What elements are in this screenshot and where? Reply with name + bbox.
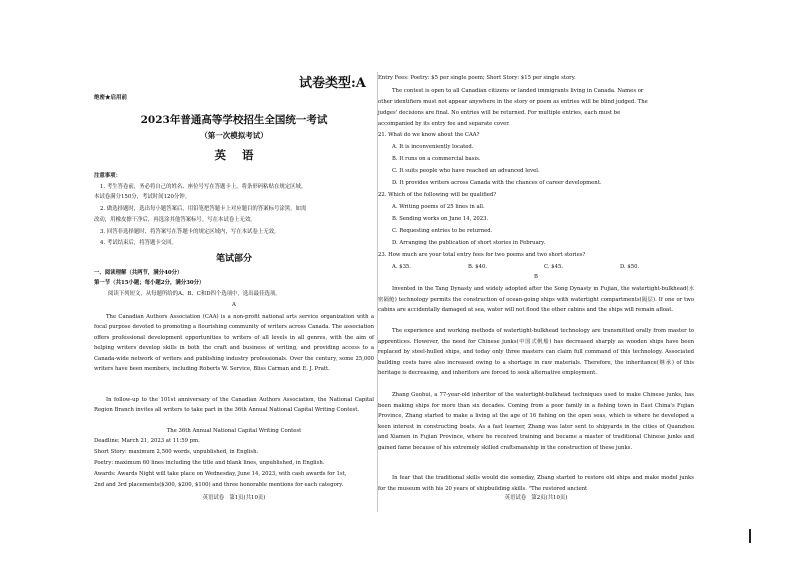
q21-option-b: B. It runs on a commercial basis. — [392, 156, 481, 162]
passage-a-label: A — [232, 302, 236, 308]
secret-label: 绝密★启用前 — [94, 95, 128, 101]
q22-option-d: D. Arranging the publication of short stories in February. — [392, 240, 546, 246]
note-line-4: 改动，用橡皮擦干净后，再选涂其他答案标号。写在本试卷上无效。 — [94, 217, 256, 223]
q23-option-b: B. $40. — [468, 264, 488, 270]
q21-option-a: A. It is inconveniently located. — [392, 144, 474, 150]
q22-option-b: B. Sending works on June 14, 2023. — [392, 216, 489, 222]
passage-b-label: B — [534, 274, 538, 280]
q23-option-d: D. $50. — [620, 264, 640, 270]
contest-rules-line-2: other identifiers must not appear anywhere in the story or poem as entries will be blind judged. The — [378, 99, 648, 105]
question-23: 23. How much are your total entry fees for two poems and two short stories? — [378, 252, 586, 258]
contest-title: The 36th Annual National Capital Writing Contest — [166, 428, 302, 434]
entry-fees-line: Entry Fees: Poetry: $5 per single poem; Short Story: $15 per single story. — [378, 75, 576, 81]
scan-mark — [749, 529, 751, 543]
q23-option-c: C. $45. — [544, 264, 564, 270]
contest-line-4: Awards: Awards Night will take place on Wednesday, June 14, 2023, with cash awards for 1st, — [94, 471, 347, 477]
passage-b-paragraph-4: In fear that the traditional skills would die someday, Zhang started to restore old ships and make model junks for the museum with his 20 years of shipbuilding skills. "The restored ancient — [378, 475, 694, 492]
q23-option-a: A. $35. — [392, 264, 411, 270]
part1-section1: 第一节（共15小题；每小题2分，满分30分） — [94, 280, 205, 286]
passage-b-paragraph-2: The experience and working methods of watertight-bulkhead technology are transmitted orally from master to apprentices. However, the need for Chinese junks(中国式帆船) has decreased sharply as wooden ships have been replaced by steel-hulled ships, and today only three masters can claim full command of this technology. Associated building costs have also increased owing to a shortage in raw materials. Therefore, the inheritance(继承) of this heritage is decreasing, and inheritors are forced to seek alternative employment. — [378, 328, 694, 377]
contest-line-2: Short Story: maximum 2,500 words, unpublished, in English. — [94, 449, 259, 455]
passage-a-paragraph-2: In follow-up to the 101st anniversary of the Canadian Authors Association, the National Capital Region Branch invites all writers to take part in the 36th Annual National Capital Writing Contest. — [94, 397, 374, 414]
question-21: 21. What do we know about the CAA? — [378, 132, 480, 138]
right-column — [378, 0, 694, 561]
note-line-5: 3. 回答非选择题时，将答案写在答题卡的规定区域内，写在本试卷上无效。 — [100, 229, 280, 235]
right-footer: 英语试卷 第2页(共10页) — [504, 495, 568, 501]
note-line-3: 2. 做选择题时，选出每小题答案后，用铅笔把答题卡上对应题目的答案标号涂黑。如需 — [100, 206, 307, 212]
part1-heading: 一、阅读理解（共两节，满分40分） — [94, 270, 183, 276]
left-footer: 英语试卷 第1页(共10页) — [202, 495, 266, 501]
passage-b-paragraph-1: Invented in the Tang Dynasty and widely adopted after the Song Dynasty in Fujian, the watertight-bulkhead(水密隔舱) technology permits the construction of ocean-going ships with watertight compartments(隔层). If one or two cabins are accidentally damaged at sea, water will not flood the other cabins and the ships will remain afloat. — [378, 286, 694, 314]
passage-a-paragraph-1: The Canadian Authors Association (CAA) is a non-profit national arts service organization with a focal purpose devoted to promoting a flourishing community of writers across Canada. The association offers professional development opportunities to writers of all levels in all genres, with the aim of helping writers develop skills in both the craft and business of writing, and providing access to a Canada-wide network of writers and publishing industry professionals. Over the century, some 25,000 writers have been members, including Roberts W. Service, Bliss Carman and E. J. Pratt. — [94, 314, 374, 373]
exam-subtitle: （第一次模拟考试） — [200, 131, 268, 140]
contest-line-3: Poetry: maximum 60 lines including the title and blank lines, unpublished, in English. — [94, 460, 325, 466]
left-column — [94, 0, 374, 561]
contest-line-5: 2nd and 3rd placements($300, $200, $100) and three honorable mentions for each category. — [94, 482, 344, 488]
contest-rules-line-3: judges' decisions are final. No entries will be returned. For multiple entries, each must be — [378, 110, 621, 116]
q22-option-c: C. Requesting entries to be returned. — [392, 228, 493, 234]
section-title: 笔试部分 — [215, 254, 252, 264]
note-line-2: 本试卷满分150分，考试时间120分钟。 — [94, 194, 191, 200]
passage-b-paragraph-3: Zhang Guohui, a 77-year-old inheritor of the watertight-bulkhead techniques used to make Chinese junks, has been making ships for more than six decades. Coming from a poor family in a fishing town in East China's Fujian Province, Zhang started to make a living at the age of 16 fishing on the open seas, which is where he developed a keen interest in constructing boats. As a fast learner, Zhang was later sent to shipyards in the cities of Quanzhou and Xiamen in Fujian Province, where he received training and became a master of traditional Chinese junks and gained fame because of his extremely skilled craftsmanship in the construction of these junks. — [378, 392, 694, 451]
part1-instructions: 阅读下列短文，从每题所给的A、B、C和D四个选项中，选出最佳选项。 — [108, 291, 281, 297]
subject-title: 英 语 — [214, 148, 254, 162]
note-line-6: 4. 考试结束后，将答题卡交回。 — [100, 240, 177, 246]
q21-option-c: C. It suits people who have reached an advanced level. — [392, 168, 540, 174]
paper-type: 试卷类型:A — [299, 76, 366, 91]
contest-line-1: Deadline: March 21, 2023 at 11:59 pm. — [94, 438, 200, 444]
q21-option-d: D. It provides writers across Canada with the chances of career development. — [392, 180, 602, 186]
note-line-1: 1. 考生答卷前，务必将自己的姓名、座位号写在答题卡上。将条形码粘贴在规定区域。 — [100, 184, 307, 190]
contest-rules-line-4: accompanied by its entry fee and separate cover. — [378, 121, 510, 127]
question-22: 22. Which of the following will be qualified? — [378, 192, 497, 198]
exam-title: 2023年普通高等学校招生全国统一考试 — [140, 114, 328, 126]
contest-rules-line-1: The contest is open to all Canadian citizens or landed immigrants living in Canada. Names or — [392, 88, 644, 94]
notes-title: 注意事项： — [94, 173, 121, 179]
q22-option-a: A. Writing poems of 25 lines in all. — [392, 204, 485, 210]
